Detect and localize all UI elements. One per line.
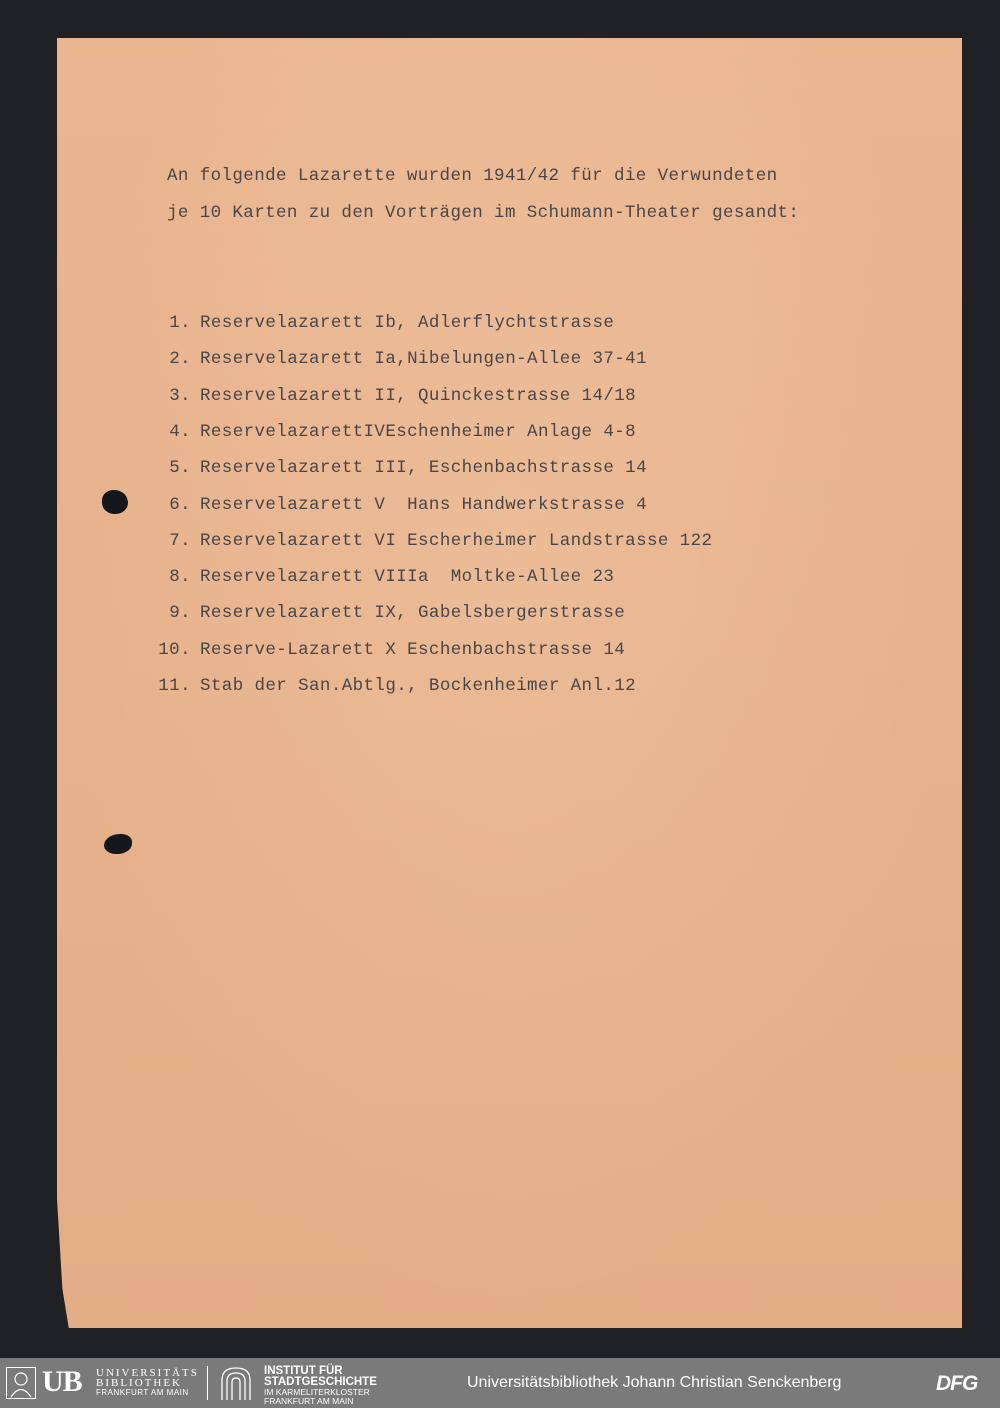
item-number: 4.	[169, 422, 191, 442]
library-title: Universitätsbibliothek Johann Christian Senckenberg	[467, 1374, 842, 1391]
footer-divider	[207, 1366, 208, 1400]
item-text: Reservelazarett V Hans Handwerkstrasse 4	[200, 495, 647, 515]
footer-bar	[0, 1358, 1000, 1408]
ub-line-2: BIBLIOTHEK	[96, 1377, 182, 1389]
item-text: Stab der San.Abtlg., Bockenheimer Anl.12	[200, 676, 637, 696]
item-text: Reservelazarett II, Quinckestrasse 14/18	[200, 386, 637, 406]
punch-hole	[102, 490, 128, 514]
ub-name	[96, 1368, 199, 1398]
item-number: 11.	[158, 676, 191, 696]
item-text: ReservelazarettIVEschenheimer Anlage 4-8	[200, 422, 637, 442]
item-text: Reservelazarett VI Escherheimer Landstrasse 122	[200, 531, 713, 551]
item-number: 1.	[169, 313, 191, 333]
ub-logo[interactable]	[6, 1367, 90, 1399]
item-number: 7.	[169, 531, 191, 551]
intro-line-1: An folgende Lazarette wurden 1941/42 für die Verwundeten	[167, 166, 778, 186]
portrait-icon	[6, 1367, 36, 1399]
intro-line-2: je 10 Karten zu den Vorträgen im Schumann-Theater gesandt:	[167, 203, 800, 223]
item-text: Reserve-Lazarett X Eschenbachstrasse 14	[200, 640, 626, 660]
item-text: Reservelazarett III, Eschenbachstrasse 14	[200, 458, 647, 478]
isg-line-3: IM KARMELITERKLOSTER	[264, 1387, 370, 1397]
isg-line-1: INSTITUT FÜR	[264, 1365, 343, 1377]
isg-line-4: FRANKFURT AM MAIN	[264, 1396, 354, 1406]
ub-line-3: FRANKFURT AM MAIN	[96, 1388, 189, 1397]
ub-line-1: UNIVERSITÄTS	[96, 1367, 199, 1379]
item-text: Reservelazarett Ia,Nibelungen-Allee 37-41	[200, 349, 647, 369]
item-text: Reservelazarett Ib, Adlerflychtstrasse	[200, 313, 615, 333]
arch-icon[interactable]	[218, 1366, 254, 1400]
item-number: 5.	[169, 458, 191, 478]
item-number: 9.	[169, 603, 191, 623]
item-number: 2.	[169, 349, 191, 369]
dfg-logo[interactable]: DFG	[936, 1372, 978, 1395]
ub-letters: UB	[42, 1365, 82, 1398]
isg-line-2: STADTGESCHICHTE	[264, 1376, 377, 1388]
item-number: 6.	[169, 495, 191, 515]
item-number: 3.	[169, 386, 191, 406]
isg-name	[264, 1366, 377, 1406]
item-text: Reservelazarett VIIIa Moltke-Allee 23	[200, 567, 615, 587]
item-text: Reservelazarett IX, Gabelsbergerstrasse	[200, 603, 626, 623]
item-number: 10.	[158, 640, 191, 660]
item-number: 8.	[169, 567, 191, 587]
